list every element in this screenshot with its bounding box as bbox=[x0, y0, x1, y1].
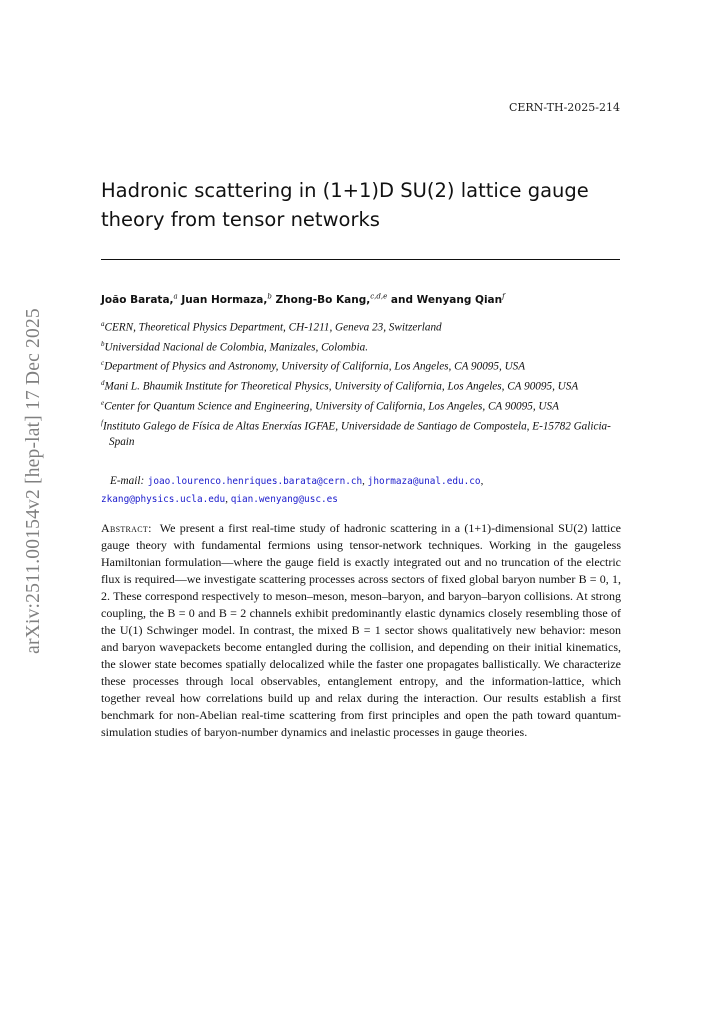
abstract bbox=[101, 520, 621, 741]
email-link[interactable]: zkang@physics.ucla.edu bbox=[101, 494, 226, 505]
abstract-heading: Abstract: bbox=[101, 521, 152, 535]
email-link[interactable]: qian.wenyang@usc.es bbox=[230, 494, 338, 505]
report-number: CERN-TH-2025-214 bbox=[508, 101, 620, 114]
affiliation: $^b$Universidad Nacional de Colombia, Manizales, Colombia. bbox=[101, 339, 369, 354]
email-label: E-mail: bbox=[110, 475, 145, 487]
author: and Wenyang Qian$^f$ bbox=[390, 292, 505, 306]
author: Zhong-Bo Kang,$^{c,d,e}$ bbox=[275, 292, 388, 306]
email-block: E-mail: joao.lourenco.henriques.barata@cern.ch, jhormaza@unal.edu.co, zkang@physics.ucla.edu, qian.wenyang@usc.es bbox=[101, 475, 484, 505]
title-rule bbox=[101, 259, 620, 260]
email-link[interactable]: jhormaza@unal.edu.co bbox=[367, 476, 481, 487]
arxiv-stamp-text: arXiv:2511.00154v2 [hep-lat] 17 Dec 2025 bbox=[23, 308, 44, 654]
author: Juan Hormaza,$^b$ bbox=[181, 292, 272, 306]
affiliation-list bbox=[101, 316, 623, 450]
affiliation: $^f$Instituto Galego de Física de Altas Enerxías IGFAE, Universidade de Santiago de Compostela, E-15782 Galicia-Spain bbox=[101, 418, 611, 449]
affiliation: $^d$Mani L. Bhaumik Institute for Theoretical Physics, University of California, Los Angeles, CA 90095, USA bbox=[101, 379, 579, 393]
affiliation: $^a$CERN, Theoretical Physics Department, CH-1211, Geneva 23, Switzerland bbox=[101, 320, 442, 334]
affiliation: $^e$Center for Quantum Science and Engineering, University of California, Los Angeles, CA 90095, USA bbox=[101, 398, 559, 413]
affiliation: $^c$Department of Physics and Astronomy, University of California, Los Angeles, CA 90095, USA bbox=[101, 359, 526, 374]
arxiv-stamp bbox=[18, 293, 50, 669]
email-link[interactable]: joao.lourenco.henriques.barata@cern.ch bbox=[147, 476, 363, 487]
paper-title: Hadronic scattering in (1+1)D SU(2) lattice gauge theory from tensor networks bbox=[101, 179, 589, 231]
author-list bbox=[101, 292, 621, 306]
author: João Barata,$^a$ bbox=[101, 292, 178, 306]
abstract-text: We present a first real-time study of hadronic scattering in a (1+1)-dimensional SU(2) lattice gauge theory with fundamental fermions using tensor-network techniques. Working in the gaugeless Hamiltonian formulation—where the gauge field is exactly integrated out and no truncation of the electric flux is required—we investigate scattering processes across sectors of fixed global baryon number B = 0, 1, 2. These correspond respectively to meson–meson, meson–baryon, and baryon–baryon collisions. At strong coupling, the B = 0 and B = 2 channels exhibit predominantly elastic dynamics closely resembling those of the U(1) Schwinger model. In contrast, the mixed B = 1 sector shows qualitatively new behavior: meson and baryon wavepackets become entangled during the collision, and depending on their initial kinematics, the slower state becomes spatially delocalized while the faster one propagates ballistically. We characterize these processes through local observables, entanglement entropy, and the information-lattice, which together reveal how correlations build up and relax during the interaction. Our results establish a first benchmark for non-Abelian real-time scattering from first principles and open the path toward quantum-simulation studies of baryon-number dynamics and inelastic processes in gauge theories. bbox=[101, 521, 621, 739]
